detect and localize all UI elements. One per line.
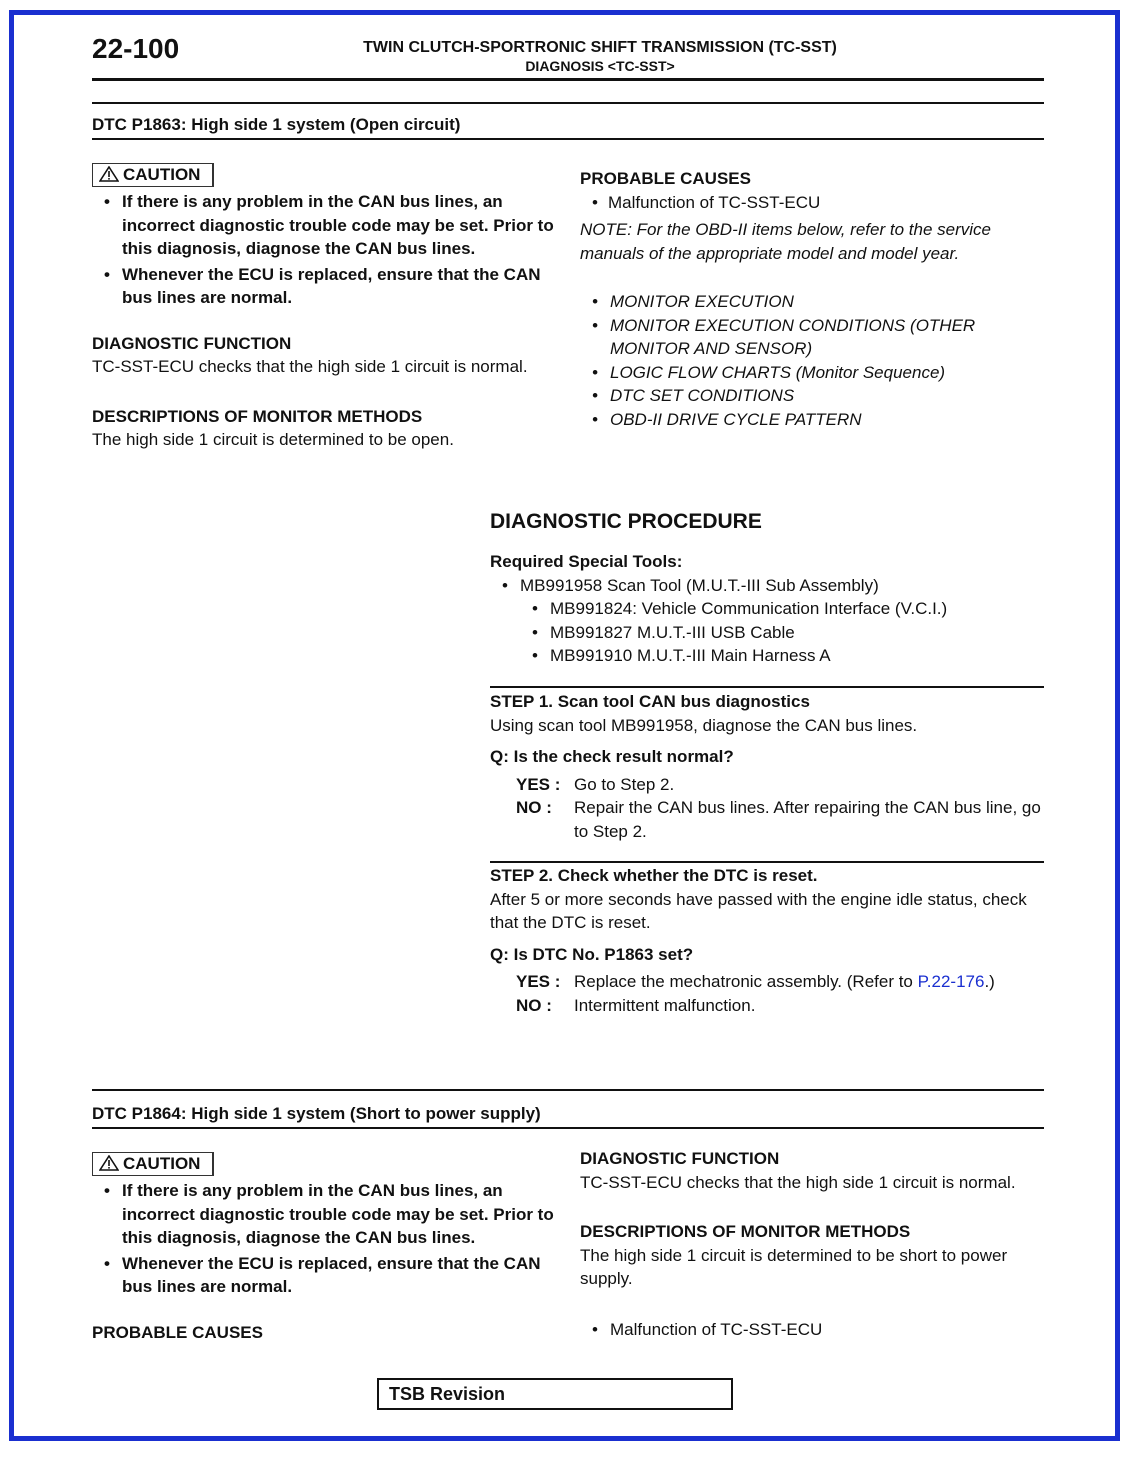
step2-yes-key: YES : (516, 972, 561, 991)
obd-item: • LOGIC FLOW CHARTS (Monitor Sequence) (580, 361, 1040, 385)
step1-rule (490, 686, 1044, 688)
step2-yes-text: Replace the mechatronic assembly. (Refer to (574, 972, 918, 991)
probable-causes-heading: PROBABLE CAUSES (92, 1322, 263, 1342)
step1-title: STEP 1. Scan tool CAN bus diagnostics (490, 692, 810, 711)
step2-yes-tail: .) (984, 972, 995, 991)
step1-yes-key: YES : (516, 774, 561, 794)
page-title (250, 38, 950, 74)
dtc2-right-column (580, 1147, 1040, 1341)
obd-item: • DTC SET CONDITIONS (580, 384, 1040, 408)
tool-sub-item: • MB991910 M.U.T.-III Main Harness A (520, 644, 1045, 668)
step1-no-key: NO : (516, 798, 552, 817)
step2-rule (490, 861, 1044, 863)
obd-item: • OBD-II DRIVE CYCLE PATTERN (580, 408, 1040, 432)
dtc1-heading: DTC P1863: High side 1 system (Open circuit) (92, 115, 461, 134)
probable-cause-item: • Malfunction of TC-SST-ECU (580, 191, 1040, 215)
step1-question: Q: Is the check result normal? (490, 747, 734, 766)
header-rule (92, 78, 1044, 81)
dtc1-top-rule (92, 102, 1044, 104)
tool-item: • MB991958 Scan Tool (M.U.T.-III Sub Assembly) (490, 574, 1045, 598)
warning-triangle-icon (99, 1155, 119, 1171)
tool-sub-item: • MB991824: Vehicle Communication Interface (V.C.I.) (520, 597, 1045, 621)
step1-no-text: Repair the CAN bus lines. After repairing the CAN bus line, go to Step 2. (574, 798, 1041, 841)
reference-link[interactable]: P.22-176 (917, 972, 985, 991)
obd-item: • MONITOR EXECUTION (580, 290, 1040, 314)
dtc2-heading: DTC P1864: High side 1 system (Short to power supply) (92, 1104, 541, 1123)
caution-item: • If there is any problem in the CAN bus lines, an incorrect diagnostic trouble code may be set. Prior to this diagnosis, diagnose the CAN bus lines. (92, 190, 562, 261)
monitor-methods-heading: DESCRIPTIONS OF MONITOR METHODS (92, 406, 423, 426)
warning-triangle-icon (99, 166, 119, 182)
step2-title: STEP 2. Check whether the DTC is reset. (490, 866, 818, 885)
dtc1-bottom-rule (92, 138, 1044, 140)
step1-yes-text: Go to Step 2. (574, 774, 675, 794)
tools-heading: Required Special Tools: (490, 552, 683, 571)
title-line-2: DIAGNOSIS <TC-SST> (525, 58, 675, 74)
dtc1-right-column (580, 167, 1040, 431)
diag-function-text: TC-SST-ECU checks that the high side 1 circuit is normal. (92, 357, 528, 376)
diag-function-heading: DIAGNOSTIC FUNCTION (580, 1149, 780, 1168)
dtc2-top-rule (92, 1089, 1044, 1091)
caution-label: CAUTION (92, 163, 214, 187)
obd-item: • MONITOR EXECUTION CONDITIONS (OTHER MONITOR AND SENSOR) (580, 314, 1040, 361)
title-line-1: TWIN CLUTCH-SPORTRONIC SHIFT TRANSMISSION (TC-SST) (363, 39, 837, 56)
step2-question: Q: Is DTC No. P1863 set? (490, 944, 694, 964)
caution-item: • Whenever the ECU is replaced, ensure that the CAN bus lines are normal. (92, 1252, 562, 1299)
monitor-methods-text: The high side 1 circuit is determined to be open. (92, 430, 454, 449)
dtc2-bottom-rule (92, 1127, 1044, 1129)
diag-function-heading: DIAGNOSTIC FUNCTION (92, 333, 292, 353)
caution-item: • Whenever the ECU is replaced, ensure that the CAN bus lines are normal. (92, 263, 562, 310)
page-number: 22-100 (92, 33, 180, 64)
probable-cause-item: • Malfunction of TC-SST-ECU (580, 1318, 1040, 1342)
step2 (490, 864, 1045, 1017)
tsb-revision-box: TSB Revision (377, 1378, 733, 1410)
special-tools (490, 550, 1045, 668)
obd-note: NOTE: For the OBD-II items below, refer to the service manuals of the appropriate model and model year. (580, 220, 991, 263)
step2-text: After 5 or more seconds have passed with the engine idle status, check that the DTC is reset. (490, 889, 1027, 932)
dtc2-left-column (92, 1152, 562, 1344)
caution-label: CAUTION (92, 1152, 214, 1176)
caution-item: • If there is any problem in the CAN bus lines, an incorrect diagnostic trouble code may be set. Prior to this diagnosis, diagnose the CAN bus lines. (92, 1179, 562, 1250)
dtc1-left-column (92, 163, 562, 452)
step1-text: Using scan tool MB991958, diagnose the CAN bus lines. (490, 715, 918, 735)
step2-no-text: Intermittent malfunction. (574, 995, 756, 1015)
monitor-methods-heading: DESCRIPTIONS OF MONITOR METHODS (580, 1222, 911, 1241)
step1 (490, 690, 1045, 843)
diag-function-text: TC-SST-ECU checks that the high side 1 circuit is normal. (580, 1172, 1016, 1192)
step2-no-key: NO : (516, 995, 552, 1015)
tool-sub-item: • MB991827 M.U.T.-III USB Cable (520, 621, 1045, 645)
procedure-heading: DIAGNOSTIC PROCEDURE (490, 510, 762, 533)
probable-causes-heading: PROBABLE CAUSES (580, 169, 751, 188)
monitor-methods-text: The high side 1 circuit is determined to be short to power supply. (580, 1245, 1008, 1288)
